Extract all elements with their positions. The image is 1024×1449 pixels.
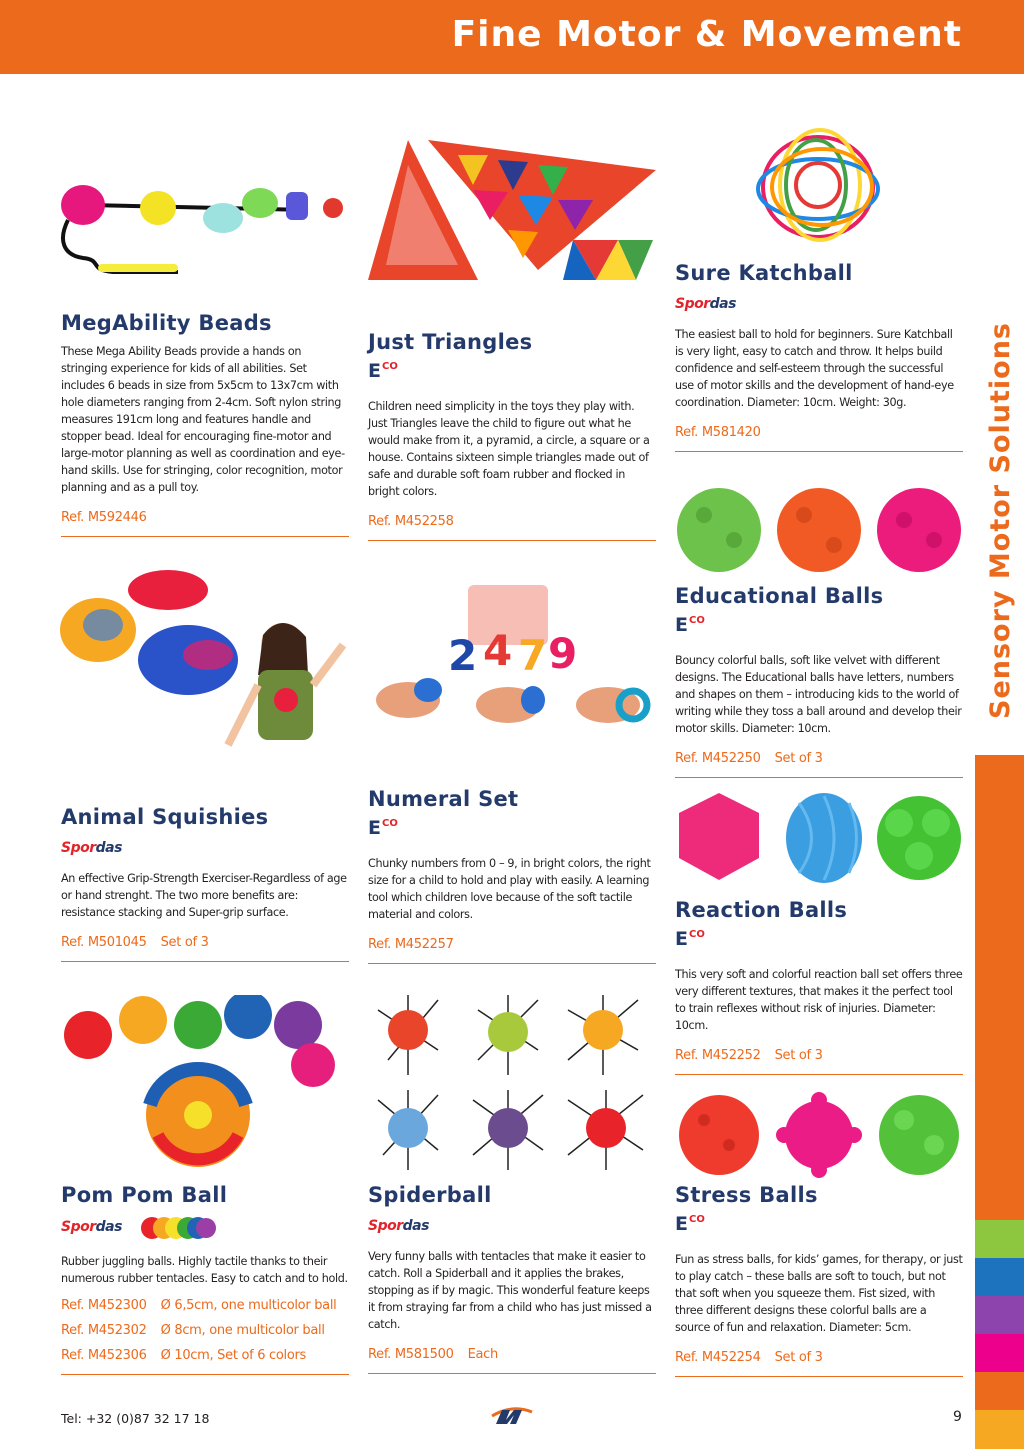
- reaction-balls-image: [674, 788, 964, 888]
- product-ref: Ref. M452306 Ø 10cm, Set of 6 colors: [61, 1348, 307, 1363]
- eco-brand-logo: E CO: [675, 614, 705, 636]
- svg-text:9: 9: [548, 629, 578, 678]
- product-ref: Ref. M592446: [61, 510, 147, 525]
- side-tab-yellow: [975, 1410, 1024, 1449]
- product-refs: [368, 932, 656, 964]
- section-side-title: [970, 305, 1024, 735]
- product-ref: Ref. M452302 Ø 8cm, one multicolor ball: [61, 1323, 325, 1338]
- product-title: Educational Balls: [675, 584, 884, 608]
- spordas-brand-logo: Spordas: [61, 1219, 122, 1235]
- product-ref: Ref. M452254 Set of 3: [675, 1350, 823, 1365]
- product-refs: [675, 1345, 963, 1377]
- footer-phone: Tel: +32 (0)87 32 17 18: [61, 1411, 210, 1426]
- product-description: Rubber juggling balls. Highly tactile thanks to their numerous rubber tentacles. Easy to catch and to hold.: [61, 1255, 348, 1285]
- product-title: Numeral Set: [368, 787, 519, 811]
- product-refs: [368, 1342, 656, 1374]
- product-ref: Ref. M581500 Each: [368, 1347, 498, 1362]
- color-options-icon: [140, 1215, 216, 1241]
- side-tab-orange: [975, 1372, 1024, 1410]
- svg-text:7: 7: [518, 631, 548, 680]
- product-numeral-set: [368, 787, 656, 964]
- product-ref: Ref. M501045 Set of 3: [61, 935, 209, 950]
- company-logo-icon: [488, 1402, 536, 1428]
- side-tab-purple: [975, 1296, 1024, 1334]
- pom-pom-brand-row: [61, 1215, 349, 1253]
- product-refs: [675, 420, 963, 452]
- product-refs: [368, 509, 656, 541]
- spordas-brand-logo: Spordas: [675, 296, 736, 312]
- page-number: 9: [953, 1409, 962, 1425]
- product-educational-balls: [675, 584, 963, 778]
- product-title: MegAbility Beads: [61, 311, 272, 335]
- page-title: Fine Motor & Movement: [451, 14, 962, 55]
- eco-brand-logo: E CO: [675, 1213, 705, 1235]
- product-reaction-balls: [675, 898, 963, 1075]
- product-ref: Ref. M452252 Set of 3: [675, 1048, 823, 1063]
- product-just-triangles: [368, 330, 656, 541]
- side-tab-pink: [975, 1334, 1024, 1372]
- product-title: Stress Balls: [675, 1183, 818, 1207]
- product-description: Very funny balls with tentacles that make it easier to catch. Roll a Spiderball and it applies the brakes, stopping as if by magic. This wonderful feature keeps it from straying far from a child who has just missed a catch.: [368, 1250, 652, 1331]
- eco-brand-logo: E CO: [368, 360, 398, 382]
- product-ref: Ref. M581420: [675, 425, 761, 440]
- product-ref: Ref. M452258: [368, 514, 454, 529]
- product-refs: [61, 505, 349, 537]
- just-triangles-image: [368, 140, 656, 285]
- product-sure-katchball: [675, 261, 963, 452]
- animal-squishies-image: [58, 565, 348, 770]
- svg-text:4: 4: [483, 626, 513, 675]
- product-refs: [61, 1293, 349, 1375]
- product-refs: [675, 746, 963, 778]
- product-megability-beads: [61, 311, 349, 537]
- product-description: This very soft and colorful reaction ball set offers three very different textures, that makes it the perfect tool to train reflexes without risk of injuries. Diameter: 10cm.: [675, 968, 963, 1032]
- spordas-brand-logo: Spordas: [368, 1218, 429, 1234]
- product-spiderball: [368, 1183, 656, 1374]
- product-pom-pom-ball: [61, 1183, 349, 1375]
- product-title: Sure Katchball: [675, 261, 853, 285]
- product-ref: Ref. M452257: [368, 937, 454, 952]
- product-description: The easiest ball to hold for beginners. Sure Katchball is very light, easy to catch and throw. It helps build confidence and self-esteem through the successful use of motor skills and the development of hand-eye coordination. Diameter: 10cm. Weight: 30g.: [675, 328, 954, 409]
- product-description: An effective Grip-Strength Exerciser-Regardless of age or hand strenght. The two more benefits are: resistance stacking and Super-grip surface.: [61, 872, 347, 919]
- product-description: Children need simplicity in the toys they play with. Just Triangles leave the child to figure out what he would make from it, a pyramid, a circle, a square or a house. Contains sixteen simple triangles made out of safe and durable soft foam rubber and flocked in bright colors.: [368, 400, 650, 498]
- side-tab-blue: [975, 1258, 1024, 1296]
- sure-katchball-image: [748, 125, 893, 250]
- stress-balls-image: [674, 1090, 964, 1180]
- product-title: Animal Squishies: [61, 805, 269, 829]
- product-title: Just Triangles: [368, 330, 533, 354]
- product-description: These Mega Ability Beads provide a hands on stringing experience for kids of all abilities. Set includes 6 beads in size from 5x5cm to 13x7cm with hole diameters ranging from 2-4cm. Soft nylon string measures 191cm long and features handle and stopper bead. Ideal for encouraging fine-motor and large-motor planning as well as coordination and eye-hand skills. Use for stringing, color recognition, motor planning and as a pull toy.: [61, 345, 345, 494]
- product-refs: [61, 930, 349, 962]
- megability-beads-image: [58, 180, 348, 280]
- product-description: Fun as stress balls, for kids’ games, for therapy, or just to play catch – these balls are soft to touch, but not that soft when you squeeze them. Fist sized, with three different designs these colorful balls are a source of fun and relaxation. Diameter: 5cm.: [675, 1253, 963, 1334]
- side-color-bar: [975, 755, 1024, 1220]
- educational-balls-image: [674, 485, 964, 575]
- side-tab-green: [975, 1220, 1024, 1258]
- product-title: Pom Pom Ball: [61, 1183, 228, 1207]
- product-description: Bouncy colorful balls, soft like velvet with different designs. The Educational balls have letters, numbers and shapes on them – introducing kids to the world of writing while they toss a ball around and develop their motor skills. Diameter: 10cm.: [675, 654, 962, 735]
- product-title: Reaction Balls: [675, 898, 848, 922]
- eco-brand-logo: E CO: [368, 817, 398, 839]
- product-refs: [675, 1043, 963, 1075]
- product-animal-squishies: [61, 805, 349, 962]
- pom-pom-ball-image: [58, 995, 348, 1170]
- product-ref: Ref. M452300 Ø 6,5cm, one multicolor ball: [61, 1298, 337, 1313]
- page-header: [0, 0, 1024, 74]
- svg-text:2: 2: [448, 631, 478, 680]
- spiderball-image: [368, 990, 656, 1175]
- product-ref: Ref. M452250 Set of 3: [675, 751, 823, 766]
- section-side-title-text: Sensory Motor Solutions: [984, 321, 1016, 719]
- eco-brand-logo: E CO: [675, 928, 705, 950]
- product-description: Chunky numbers from 0 – 9, in bright colors, the right size for a child to hold and play with easily. A learning tool which children love because of the soft tactile material and colors.: [368, 857, 651, 921]
- numeral-set-image: [368, 570, 656, 730]
- product-title: Spiderball: [368, 1183, 492, 1207]
- product-stress-balls: [675, 1183, 963, 1377]
- spordas-brand-logo: Spordas: [61, 840, 122, 856]
